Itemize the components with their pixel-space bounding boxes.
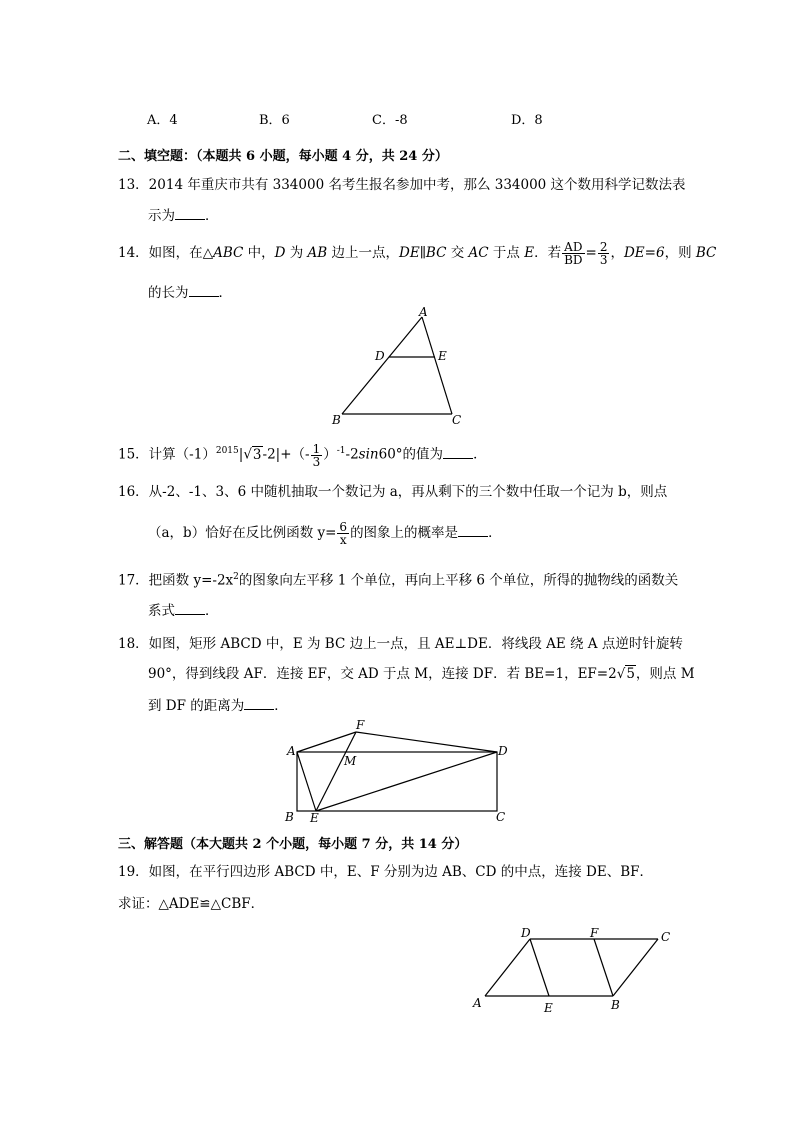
label-d: D [521, 926, 531, 940]
fraction-2-3: $\frac{2}{3}$ [599, 240, 608, 267]
label-d: D [375, 349, 385, 363]
option-a: A．4 [147, 113, 178, 128]
section-2-title: 二、填空题：（本题共 6 小题，每小题 4 分，共 24 分） [118, 149, 448, 164]
label-b: B [285, 810, 294, 824]
fraction-6-x: $\frac{6}{x}$ [339, 520, 348, 547]
q19-line1: 19．如图，在平行四边形 ABCD 中，E、F 分别为边 AB、CD 的中点，连接 DE、BF． [118, 864, 654, 880]
section-3-title: 三、解答题（本大题共 2 个小题，每小题 7 分，共 14 分） [118, 837, 468, 852]
q14-line2: 的长为 ． [148, 285, 232, 301]
q19-line2: 求证：△ADE≌△CBF． [118, 896, 265, 912]
answer-blank [175, 601, 205, 615]
label-a: A [473, 996, 482, 1010]
q16-line1: 16．从-2、-1、3、6 中随机抽取一个数记为 a，再从剩下的三个数中任取一个记为 b，则点 [118, 484, 668, 500]
label-b: B [332, 413, 341, 427]
option-d: D．8 [511, 113, 543, 128]
fraction-1-3: $\frac{1}{3}$ [312, 441, 321, 469]
label-c: C [452, 413, 462, 427]
q18-line1: 18．如图，矩形 ABCD 中，E 为 BC 边上一点，且 AE⊥DE．将线段 AE 绕 A 点逆时针旋转 [118, 636, 683, 652]
label-a: A [287, 744, 296, 758]
q18-rectangle-figure [280, 718, 520, 826]
answer-blank [189, 283, 219, 297]
label-c: C [661, 930, 671, 944]
option-c: C．-8 [372, 113, 408, 128]
fraction-ad-bd: $\frac{AD}{BD}$ [564, 240, 583, 267]
label-e: E [544, 1001, 553, 1015]
label-b: B [611, 998, 620, 1012]
label-f: F [590, 926, 599, 940]
label-d: D [498, 744, 508, 758]
label-a: A [419, 305, 428, 319]
q18-line3: 到 DF 的距离为 ． [148, 698, 288, 714]
q14-line1: 14．如图，在△ABC 中，D 为 AB 边上一点，DE∥BC 交 AC 于点 E．若 $\frac{AD}{BD}$ = $\frac{2}{3}$ ，DE=6，则 BC [118, 240, 717, 267]
label-c: C [496, 810, 506, 824]
answer-blank [175, 206, 205, 220]
label-m: M [344, 754, 357, 768]
q15-line: 15．计算$(-1)^{2015}|√3-2|+(-$ $\frac{1}{3}$ ）$^{-1}$-2sin60°的值为 ． [118, 441, 487, 469]
q17-line2: 系式 ． [148, 603, 219, 619]
label-e: E [438, 349, 447, 363]
option-b: B．6 [259, 113, 290, 128]
answer-blank [458, 523, 488, 537]
q17-line1: 17．把函数 $y=-2x^2$的图象向左平移 1 个单位，再向上平移 6 个单位，所得的抛物线的函数关 [118, 572, 679, 589]
q13-line1: 13．2014 年重庆市共有 334000 名考生报名参加中考，那么 334000 这个数用科学记数法表 [118, 177, 686, 193]
label-f: F [356, 718, 365, 732]
q14-triangle-figure [330, 305, 470, 430]
q13-line2: 示为 ． [148, 208, 219, 224]
answer-blank [443, 445, 473, 459]
label-e: E [310, 811, 319, 825]
q16-line2: （a，b）恰好在反比例函数 y= $\frac{6}{x}$ 的图象上的概率是 ． [148, 520, 502, 547]
q19-parallelogram-figure [465, 925, 680, 1017]
q18-line2: 90°，得到线段 AF．连接 EF，交 AD 于点 M，连接 DF．若 BE=1，EF=2√5，则点 M [148, 666, 695, 682]
answer-blank [244, 696, 274, 710]
